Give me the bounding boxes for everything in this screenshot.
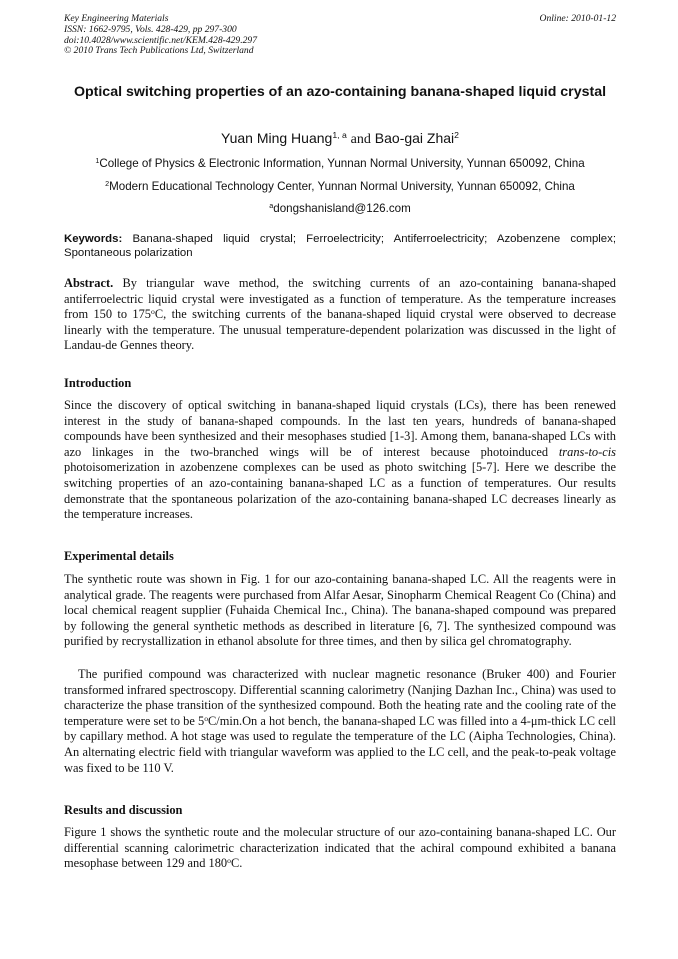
paragraph-text-cont: photoisomerization in azobenzene complexes can be used as photo switching [5-7]. Here we describe the switching properties of an azo-containing banana-shaped LC as a function of temperatures. Our results demonstrate that the spontaneous polarization of the azo-containing banana-shaped LC decreases linearly as the temperature increases.	[64, 460, 616, 522]
affiliation	[64, 180, 616, 194]
affiliation	[64, 157, 616, 171]
author-email	[64, 202, 616, 216]
email-text: dongshanisland@126.com	[273, 202, 411, 215]
affiliation-text: Modern Educational Technology Center, Yunnan Normal University, Yunnan 650092, China	[109, 180, 575, 193]
degree-mark: o	[227, 855, 231, 865]
author-line	[64, 130, 616, 148]
abstract	[64, 276, 616, 354]
introduction-paragraph	[64, 398, 616, 523]
results-paragraph	[64, 825, 616, 872]
author-affiliation-mark: 2	[454, 130, 459, 141]
keywords-text: Banana-shaped liquid crystal; Ferroelectricity; Antiferroelectricity; Azobenzene complex; Spontaneous polarization	[64, 233, 617, 259]
paper-title: Optical switching properties of an azo-containing banana-shaped liquid crystal	[73, 84, 607, 100]
section-heading-introduction: Introduction	[64, 376, 132, 390]
degree-mark: o	[151, 306, 155, 316]
abstract-text-cont: C, the switching currents of the banana-shaped liquid crystal were observed to decrease linearly with the temperature. The unusual temperature-dependent polarization was discussed in the light of Landau-de Gennes theory.	[64, 307, 616, 353]
abstract-label: Abstract.	[64, 276, 114, 290]
online-date: Online: 2010-01-12	[539, 13, 616, 24]
keywords-label: Keywords:	[64, 233, 123, 245]
author-affiliation-mark: 1, a	[332, 130, 347, 141]
section-heading-experimental: Experimental details	[64, 549, 174, 563]
paragraph-text-cont: C/min.On a hot bench, the banana-shaped LC was filled into a 4-μm-thick LC cell by capillary method. A hot stage was used to regulate the temperature of the LC (Aipha Technologies, China). An alternating electric field with triangular waveform was applied to the LC cell, and the peak-to-peak voltage was fixed to be 110 V.	[64, 713, 616, 775]
affiliation-mark: 1	[95, 156, 100, 166]
degree-mark: o	[204, 713, 209, 723]
issn-line: ISSN: 1662-9795, Vols. 428-429, pp 297-300	[64, 23, 237, 35]
section-heading-results: Results and discussion	[64, 803, 183, 817]
italic-term: trans-to-cis	[558, 444, 616, 459]
journal-name: Key Engineering Materials	[64, 13, 169, 24]
affiliation-text: College of Physics & Electronic Information, Yunnan Normal University, Yunnan 650092, China	[99, 157, 585, 170]
paragraph-text: Figure 1 shows the synthetic route and the molecular structure of our azo-containing banana-shaped LC. Our differential scanning calorimetric characterization indicated that the achiral compound exhibited a banana mesophase between 129 and 180	[64, 825, 616, 871]
email-mark: a	[269, 201, 274, 211]
author-conjunction: and	[350, 132, 371, 147]
keywords	[64, 232, 616, 260]
paragraph-text: Since the discovery of optical switching in banana-shaped liquid crystals (LCs), there has been renewed interest in the study of banana-shaped compounds. In the last ten years, hundreds of banana-shaped compounds have been synthesized and their mesophases studied [1-3]. Among them, banana-shaped LCs with azo linkages in the two-branched wings will be of interest because photoinduced	[64, 398, 616, 459]
author-name: Bao-gai Zhai	[374, 130, 455, 146]
paragraph-text-cont: C.	[230, 856, 243, 871]
experimental-paragraph: The synthetic route was shown in Fig. 1 for our azo-containing banana-shaped LC. All the reagents were in analytical grade. The reagents were purchased from Alfar Aesar, Sinopharm Chemical Reagent Co (China) and local chemical reagent supplier (Fuhaida Chemical Inc., China). The banana-shaped compound was prepared by following the general synthetic methods as described in literature [6, 7]. The synthesized compound was purified by recrystallization in ethanol absolute for three times, and then by silica gel chromatography.	[64, 572, 616, 649]
copyright-line: © 2010 Trans Tech Publications Ltd, Switzerland	[64, 45, 254, 57]
journal-header	[64, 14, 616, 57]
abstract-text: By triangular wave method, the switching currents of an azo-containing banana-shaped antiferroelectric liquid crystal were investigated as a function of temperature. As the temperature increases from 150 to 175	[64, 276, 616, 322]
affiliation-mark: 2	[105, 179, 110, 189]
paragraph-text: The purified compound was characterized with nuclear magnetic resonance (Bruker 400) and Fourier transformed infrared spectroscopy. Differential scanning calorimetry (Nanjing Dazhan Inc., China) was used to characterize the phase transition of the synthesized compound. Both the heating rate and the cooling rate of the temperature were set to be 5	[64, 667, 616, 728]
doi-line: doi:10.4028/www.scientific.net/KEM.428-429.297	[64, 34, 258, 46]
author-name: Yuan Ming Huang	[221, 130, 333, 146]
experimental-paragraph	[64, 667, 616, 776]
